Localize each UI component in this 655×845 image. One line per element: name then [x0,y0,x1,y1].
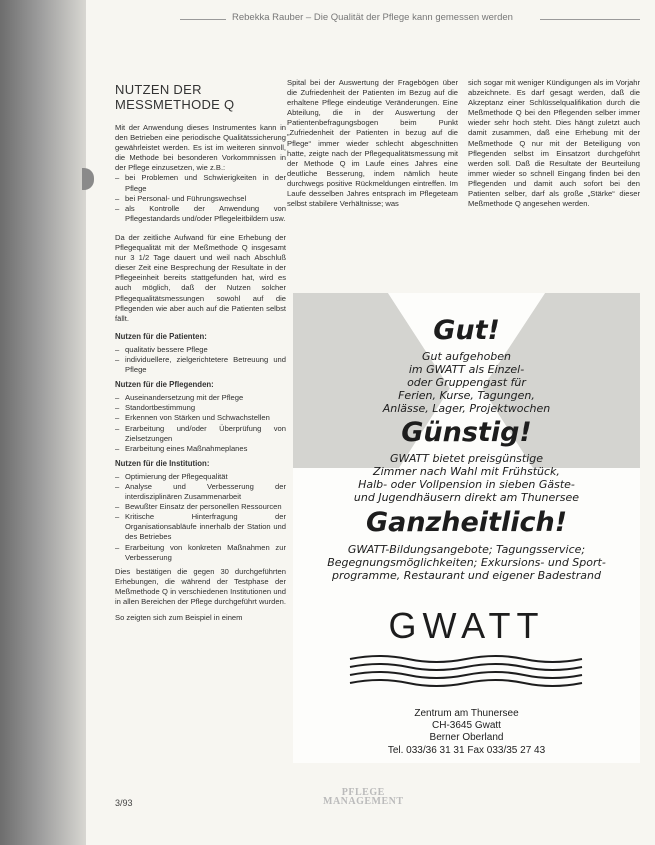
ad-line: Begegnungsmöglichkeiten; Exkursions- und Sport- [327,556,606,569]
list-item: – Erkennen von Stärken und Schwachstellen [115,413,286,423]
list-item: – Standortbestimmung [115,403,286,413]
column-3: sich sogar mit weniger Kündigungen als im Vorjahr abzeichnete. Es darf gesagt werden, daß die Akzeptanz einer Schlüsselqualifikation durch die Meßmethode Q bei den Pflegenden selber immer wieder sehr hoch steht. Dies hängt zuletzt auch damit zusammen, daß eine Erhebung mit der Meßmethode Q nur mit der Beteiligung von Pflegenden selbst im Einsatzort durchgeführt werden soll. Daß die Resultate der Beurteilung immer wieder so schnell Eingang finden bei den Pflegenden und damit auch sofort bei den Patienten selber, darf als große „Stärke“ dieser Meßmethode Q angesehen werden. [468,78,640,209]
list-item: – Erarbeitung von konkreten Maßnahmen zur Verbesserung [115,543,286,563]
gwatt-advertisement [293,293,640,763]
ad-address-line: Berner Oberland [429,732,504,743]
gwatt-logo: GWATT [388,605,545,646]
heading-patients: Nutzen für die Patienten: [115,331,207,341]
ad-line: Ferien, Kurse, Tagungen, [398,389,535,402]
section-tab [82,168,94,190]
effort-paragraph: Da der zeitliche Aufwand für eine Erhebung der Pflegequalität mit der Meßmethode Q insgesamt nur 3 1/2 Tage dauert und weil nach Abschluß dieser Zeit eine Besprechung der Resultate in der Pflegeeinheit bereits stattgefunden hat, wird es auch möglich, daß der Nutzen solcher Pflegequalitätsmessungen sowohl auf die Pflegenden wie aber auch auf die Patienten selbst fällt. [115,232,286,323]
ad-line: Gut aufgehoben [421,350,512,363]
example-paragraph: So zeigten sich zum Beispiel in einem [115,613,243,623]
magazine-logo-top: PFLEGE [341,787,385,798]
ad-line: Zimmer nach Wahl mit Frühstück, [373,465,560,478]
ad-headline-guenstig: Günstig! [401,417,532,448]
list-item: – Kritische Hinterfragung der Organisationsabläufe innerhalb der Station und des Betriebes [115,512,286,542]
magazine-logo-bottom: MANAGEMENT [323,796,404,807]
ad-phone: Tel. 033/36 31 31 Fax 033/35 27 43 [387,745,546,756]
binding-shadow [0,0,86,845]
heading-institution: Nutzen für die Institution: [115,458,210,468]
page-number: 3/93 [115,798,133,808]
magazine-logo [323,788,404,806]
list-item: – qualitativ bessere Pflege [115,345,286,355]
ad-line: Halb- oder Vollpension in sieben Gäste- [358,478,575,491]
patients-list [115,345,286,375]
running-header: Rebekka Rauber – Die Qualität der Pflege kann gemessen werden [232,12,513,23]
list-item: – Erarbeitung und/oder Überprüfung von Zielsetzungen [115,424,286,444]
ad-line: und Jugendhäusern direkt am Thunersee [353,491,580,504]
list-item: – bei Problemen und Schwierigkeiten in der Pflege [115,173,286,193]
ad-address-line: Zentrum am Thunersee [414,708,519,719]
ad-line: GWATT-Bildungsangebote; Tagungsservice; [347,543,586,556]
header-rule-left [180,19,226,20]
header-rule-right [540,19,640,20]
ad-line: GWATT bietet preisgünstige [389,452,544,465]
list-item: – Erarbeitung eines Maßnahmeplanes [115,444,286,454]
list-item: – individuellere, zielgerichtetere Betreuung und Pflege [115,355,286,375]
intro-paragraph: Mit der Anwendung dieses Instrumentes kann in den Betrieben eine periodische Qualitätssicherung gewährleistet werden. Es ist im weiteren sinnvoll, die Methode bei besonderen Vorkommnissen in der Pflege einzusetzen, wie z.B.: [115,123,286,173]
heading-nurses: Nutzen für die Pflegenden: [115,380,214,390]
ad-headline-ganzheitlich: Ganzheitlich! [365,507,568,538]
nurses-list [115,393,286,454]
list-item: – als Kontrolle der Anwendung von Pflegestandards und/oder Pflegeleitbildern usw. [115,204,286,224]
wave-logo-icon [348,653,585,693]
list-item: – Analyse und Verbesserung der interdisziplinären Zusammenarbeit [115,482,286,502]
section-title: NUTZEN DER MESSMETHODE Q [115,82,235,112]
list-item: – Bewußter Einsatz der personellen Ressourcen [115,502,286,512]
list-item: – bei Personal- und Führungswechsel [115,194,286,204]
column-2: Spital bei der Auswertung der Fragebögen über die Zufriedenheit der Patienten im Bezug auf die erhaltene Pflege eindeutige Veränderungen. Eine Abteilung, die in der Auswertung der Patientenbefragungsbogen beim Punkt „Zufriedenheit der Patienten in bezug auf die Pflege“ immer wieder schlecht abgeschnitten hatte, zeigte nach der Pflegequalitätsmessung mit der Methode Q im Laufe eines Jahres eine deutliche Besserung, indem nämlich heute durchwegs positive Rückmeldungen eintreffen. Im Laufe desselben Jahres entsprach im Pflegeteam selbst stabilere Verhältnisse; was [287,78,458,209]
institution-list [115,472,286,563]
ad-headline-gut: Gut! [433,315,500,346]
ad-line: Anlässe, Lager, Projektwochen [382,402,551,415]
ad-line: oder Gruppengast für [407,376,526,389]
ad-line: programme, Restaurant und eigener Badestrand [332,569,601,582]
ad-address-line: CH-3645 Gwatt [432,720,501,731]
list-item: – Auseinandersetzung mit der Pflege [115,393,286,403]
ad-line: im GWATT als Einzel- [408,363,525,376]
list-item: – Optimierung der Pflegequalität [115,472,286,482]
confirmation-paragraph: Dies bestätigen die gegen 30 durchgeführten Erhebungen, die während der Testphase der Meßmethode Q in verschiedenen Institutionen und in allen Bereichen der Pflege durchgeführt wurden. [115,566,286,607]
occasion-list [115,173,286,223]
column-1 [115,123,286,623]
